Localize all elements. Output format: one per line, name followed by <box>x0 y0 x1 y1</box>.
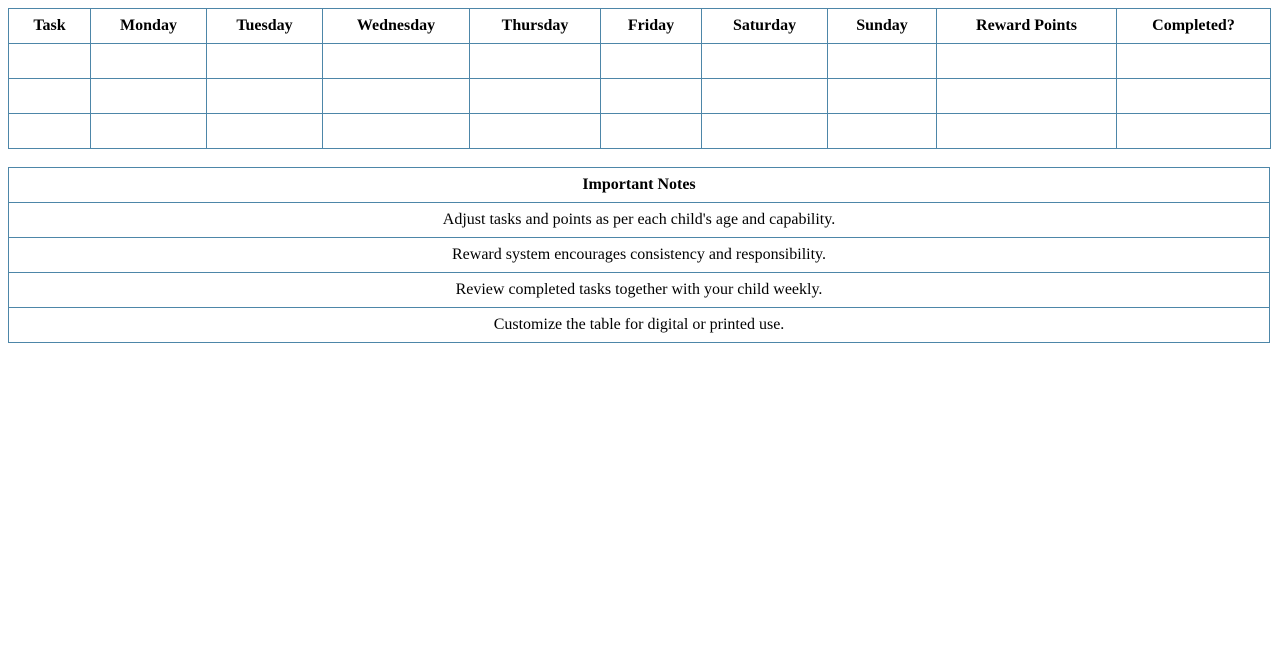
header-friday: Friday <box>601 9 702 44</box>
table-cell[interactable] <box>207 79 323 114</box>
table-cell[interactable] <box>470 44 601 79</box>
header-tuesday: Tuesday <box>207 9 323 44</box>
table-row <box>9 203 1270 238</box>
table-cell[interactable] <box>1117 44 1271 79</box>
table-row <box>9 79 1271 114</box>
table-cell[interactable] <box>470 114 601 149</box>
table-cell[interactable] <box>9 114 91 149</box>
table-cell[interactable] <box>323 114 470 149</box>
table-cell[interactable] <box>702 114 828 149</box>
table-cell[interactable] <box>702 44 828 79</box>
notes-title: Important Notes <box>9 168 1270 203</box>
page-content <box>8 8 1270 343</box>
table-cell[interactable] <box>207 114 323 149</box>
table-cell[interactable] <box>323 44 470 79</box>
table-cell[interactable] <box>937 44 1117 79</box>
header-thursday: Thursday <box>470 9 601 44</box>
table-cell[interactable] <box>9 79 91 114</box>
table-row <box>9 308 1270 343</box>
notes-header-row <box>9 168 1270 203</box>
table-cell[interactable] <box>470 79 601 114</box>
table-cell[interactable] <box>91 79 207 114</box>
header-reward-points: Reward Points <box>937 9 1117 44</box>
table-cell[interactable] <box>601 79 702 114</box>
note-item: Customize the table for digital or printed use. <box>9 308 1270 343</box>
table-cell[interactable] <box>702 79 828 114</box>
table-row <box>9 273 1270 308</box>
table-cell[interactable] <box>601 44 702 79</box>
header-wednesday: Wednesday <box>323 9 470 44</box>
table-cell[interactable] <box>9 44 91 79</box>
table-cell[interactable] <box>937 114 1117 149</box>
table-cell[interactable] <box>937 79 1117 114</box>
table-cell[interactable] <box>323 79 470 114</box>
note-item: Review completed tasks together with your child weekly. <box>9 273 1270 308</box>
header-task: Task <box>9 9 91 44</box>
table-cell[interactable] <box>91 44 207 79</box>
note-item: Adjust tasks and points as per each child's age and capability. <box>9 203 1270 238</box>
table-cell[interactable] <box>91 114 207 149</box>
table-cell[interactable] <box>207 44 323 79</box>
header-saturday: Saturday <box>702 9 828 44</box>
header-completed: Completed? <box>1117 9 1271 44</box>
note-item: Reward system encourages consistency and responsibility. <box>9 238 1270 273</box>
table-cell[interactable] <box>828 44 937 79</box>
header-monday: Monday <box>91 9 207 44</box>
table-cell[interactable] <box>828 114 937 149</box>
table-cell[interactable] <box>601 114 702 149</box>
table-cell[interactable] <box>1117 114 1271 149</box>
table-cell[interactable] <box>828 79 937 114</box>
schedule-header-row <box>9 9 1271 44</box>
header-sunday: Sunday <box>828 9 937 44</box>
chore-schedule-table <box>8 8 1271 149</box>
important-notes-table <box>8 167 1270 343</box>
table-row <box>9 238 1270 273</box>
table-row <box>9 44 1271 79</box>
table-row <box>9 114 1271 149</box>
table-cell[interactable] <box>1117 79 1271 114</box>
